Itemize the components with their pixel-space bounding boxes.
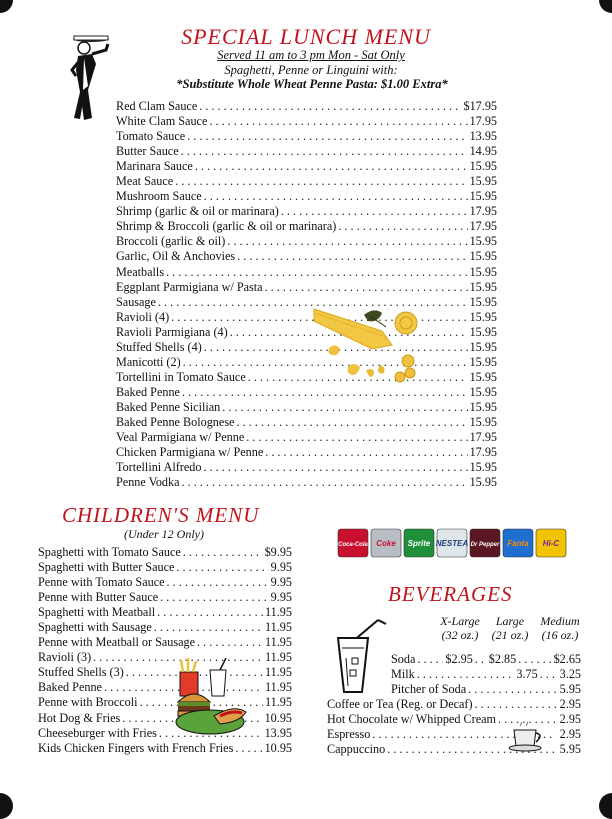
lunch-item <box>116 265 497 280</box>
pasta-illustration <box>312 303 432 395</box>
dot-leader <box>197 635 263 650</box>
dot-leader <box>265 445 467 460</box>
dot-leader <box>338 219 467 234</box>
kids-item-price: 9.95 <box>270 575 292 590</box>
lunch-item-name: Butter Sauce <box>116 144 179 159</box>
kids-item-price: $9.95 <box>264 545 292 559</box>
kids-item <box>38 695 292 710</box>
lunch-item-name: Mushroom Sauce <box>116 189 202 204</box>
lunch-item <box>116 340 497 355</box>
lunch-item-price: 15.95 <box>469 324 497 339</box>
lunch-item-price: 14.95 <box>469 144 497 159</box>
dot-leader <box>199 99 461 114</box>
lunch-item-name: Tortellini in Tomato Sauce <box>116 369 246 384</box>
lunch-item <box>116 189 497 204</box>
lunch-item-price: 15.95 <box>469 159 497 174</box>
served-hours: Served 11 am to 3 pm Mon - Sat Only <box>217 48 405 62</box>
lunch-item-name: Marinara Sauce <box>116 159 193 174</box>
kids-item-price: 11.95 <box>265 665 292 680</box>
coffee-cup-illustration <box>508 722 548 752</box>
dot-leader <box>265 280 468 295</box>
lunch-item-price: 15.95 <box>469 189 497 204</box>
kids-item-price: 9.95 <box>270 590 292 605</box>
lunch-item-price: 15.95 <box>469 174 497 189</box>
lunch-item <box>116 370 497 385</box>
kids-item-name: Spaghetti with Meatball <box>38 605 156 620</box>
lunch-item-price: 15.95 <box>469 399 497 414</box>
lunch-item-name: Broccoli (garlic & oil) <box>116 234 226 249</box>
bev-milk: Milk . . . 3.75 . . . 3.25 <box>391 667 581 682</box>
dot-leader <box>204 189 468 204</box>
lunch-item <box>116 204 497 219</box>
lunch-item-name: Tortellini Alfredo <box>116 460 202 475</box>
lunch-item-name: Stuffed Shells (4) <box>116 339 202 354</box>
kids-item <box>38 635 292 650</box>
kids-item-name: Hot Dog & Fries <box>38 710 121 725</box>
corner-bl <box>0 793 13 819</box>
lunch-item <box>116 430 497 445</box>
kids-item-price: 11.95 <box>265 695 292 710</box>
dot-leader <box>203 460 467 475</box>
dot-leader <box>182 475 468 490</box>
lunch-item-price: 15.95 <box>469 279 497 294</box>
kids-item-price: 9.95 <box>270 560 292 575</box>
lunch-item-price: 17.95 <box>469 114 497 129</box>
lunch-item <box>116 325 497 340</box>
lunch-item-price: 15.95 <box>469 339 497 354</box>
kids-item <box>38 545 292 560</box>
lunch-item-name: Ravioli (4) <box>116 309 170 324</box>
substitute-note: *Substitute Whole Wheat Penne Pasta: $1.00 Extra* <box>176 77 448 91</box>
lunch-item <box>116 295 497 310</box>
size-header-large: Large (21 oz.) <box>491 614 529 642</box>
lunch-item <box>116 219 497 234</box>
kids-item-price: 10.95 <box>264 710 292 725</box>
lunch-item-name: Penne Vodka <box>116 475 180 490</box>
kids-item <box>38 590 292 605</box>
soda-can-label: Hi-C <box>542 539 560 548</box>
dot-leader <box>236 415 467 430</box>
dot-leader <box>157 605 263 620</box>
drink-glass-illustration <box>332 618 388 698</box>
kids-item <box>38 680 292 695</box>
lunch-item-name: Shrimp & Broccoli (garlic & oil or marinara) <box>116 219 337 234</box>
bev-pitcher: Pitcher of Soda . . . 5.95 <box>391 682 581 697</box>
lunch-item <box>116 415 497 430</box>
lunch-item-name: Chicken Parmigiana w/ Penne <box>116 445 264 460</box>
kids-item-price: 11.95 <box>265 605 292 620</box>
lunch-item <box>116 400 497 415</box>
kids-item-name: Penne with Broccoli <box>38 695 138 710</box>
lunch-item-price: 15.95 <box>469 414 497 429</box>
kids-item <box>38 650 292 665</box>
lunch-item <box>116 99 497 114</box>
kids-item-name: Spaghetti with Sausage <box>38 620 152 635</box>
dot-leader <box>209 114 467 129</box>
dot-leader <box>154 620 263 635</box>
lunch-item <box>116 460 497 475</box>
lunch-item-name: Tomato Sauce <box>116 129 186 144</box>
kids-item-name: Spaghetti with Butter Sauce <box>38 560 175 575</box>
kids-item <box>38 665 292 680</box>
lunch-item-name: Baked Penne Sicilian <box>116 399 221 414</box>
soda-can-label: Coca-Cola <box>338 542 368 548</box>
dot-leader <box>222 400 467 415</box>
soda-can <box>404 529 434 557</box>
lunch-item <box>116 475 497 490</box>
kids-item-name: Spaghetti with Tomato Sauce <box>38 545 181 559</box>
dot-leader <box>235 741 262 756</box>
soda-can-label: Dr Pepper <box>470 542 500 548</box>
soda-can <box>536 529 566 557</box>
lunch-item <box>116 174 497 189</box>
kids-item-price: 11.95 <box>265 635 292 650</box>
dot-leader <box>175 174 467 189</box>
lunch-item-name: Baked Penne Bolognese <box>116 414 235 429</box>
lunch-item <box>116 144 497 159</box>
lunch-item-name: White Clam Sauce <box>116 114 208 129</box>
bev-coffee: Coffee or Tea (Reg. or Decaf) . . . 2.95 <box>327 697 581 712</box>
dot-leader <box>176 560 268 575</box>
kids-item <box>38 560 292 575</box>
soda-can-label: Coke <box>376 539 396 548</box>
soda-can <box>470 529 500 557</box>
lunch-item-name: Eggplant Parmigiana w/ Pasta <box>116 279 263 294</box>
soda-can-label: Fanta <box>507 539 529 548</box>
soda-can <box>338 529 368 557</box>
kids-item <box>38 741 292 756</box>
kids-item-name: Kids Chicken Fingers with French Fries <box>38 740 234 755</box>
bev-cappuccino: Cappuccino . . . 5.95 <box>327 742 581 757</box>
dot-leader <box>281 204 468 219</box>
kids-item <box>38 605 292 620</box>
dot-leader <box>160 590 269 605</box>
lunch-item-name: Red Clam Sauce <box>116 99 198 113</box>
lunch-item-price: 15.95 <box>469 294 497 309</box>
kids-item-name: Penne with Tomato Sauce <box>38 575 165 590</box>
soda-can-label: Sprite <box>407 539 431 548</box>
dot-leader <box>166 265 468 280</box>
lunch-item-price: 15.95 <box>469 460 497 475</box>
size-header-medium: Medium (16 oz.) <box>540 614 580 642</box>
lunch-item-name: Manicotti (2) <box>116 354 181 369</box>
lunch-item-name: Garlic, Oil & Anchovies <box>116 249 236 264</box>
lunch-item-price: 17.95 <box>469 204 497 219</box>
dot-leader <box>246 430 467 445</box>
kids-item-price: 11.95 <box>265 680 292 695</box>
kids-item-price: 13.95 <box>264 725 292 740</box>
lunch-item <box>116 249 497 264</box>
soda-can <box>371 529 401 557</box>
kids-item-name: Stuffed Shells (3) <box>38 665 124 680</box>
lunch-item-price: 15.95 <box>469 234 497 249</box>
dot-leader <box>237 249 467 264</box>
kids-item-price: 11.95 <box>265 620 292 635</box>
dot-leader <box>181 144 468 159</box>
lunch-item <box>116 234 497 249</box>
childrens-age-note: (Under 12 Only) <box>124 527 204 541</box>
childrens-menu-title: CHILDREN'S MENU <box>62 503 260 527</box>
lunch-item-price: $17.95 <box>463 99 497 113</box>
lunch-item <box>116 129 497 144</box>
lunch-item <box>116 114 497 129</box>
kids-item-name: Penne with Butter Sauce <box>38 590 159 605</box>
lunch-item-price: 15.95 <box>469 384 497 399</box>
bev-espresso: Espresso . . . 2.95 <box>327 727 581 742</box>
kids-item <box>38 711 292 726</box>
bev-soda: Soda . . . $2.95 . . . $2.85 . . . $2.65 <box>391 652 581 667</box>
lunch-item-name: Shrimp (garlic & oil or marinara) <box>116 204 279 219</box>
lunch-item-name: Veal Parmigiana w/ Penne <box>116 430 245 445</box>
lunch-items-list <box>116 99 497 490</box>
childrens-items-list <box>38 545 292 756</box>
dot-leader <box>167 575 269 590</box>
dot-leader <box>183 545 263 560</box>
dot-leader <box>195 159 468 174</box>
corner-tl <box>0 0 13 13</box>
lunch-item-name: Sausage <box>116 294 156 309</box>
lunch-item-price: 17.95 <box>469 219 497 234</box>
bev-hot-chocolate: Hot Chocolate w/ Whipped Cream . . . 2.95 <box>327 712 581 727</box>
soda-can <box>436 529 469 557</box>
lunch-item-name: Meat Sauce <box>116 174 174 189</box>
dot-leader <box>227 234 467 249</box>
kids-item <box>38 575 292 590</box>
kids-item-name: Ravioli (3) <box>38 650 92 665</box>
lunch-item-price: 13.95 <box>469 129 497 144</box>
fastfood-illustration <box>170 658 250 738</box>
kids-item <box>38 620 292 635</box>
kids-item-price: 11.95 <box>265 650 292 665</box>
lunch-item-price: 15.95 <box>469 475 497 490</box>
soda-can <box>503 529 533 557</box>
lunch-item-price: 15.95 <box>469 249 497 264</box>
lunch-item-price: 17.95 <box>469 445 497 460</box>
kids-item-name: Cheeseburger with Fries <box>38 725 157 740</box>
lunch-item-name: Meatballs <box>116 264 165 279</box>
lunch-item-name: Baked Penne <box>116 384 180 399</box>
corner-br <box>599 793 612 819</box>
dot-leader <box>187 129 467 144</box>
pasta-choice-note: Spaghetti, Penne or Linguini with: <box>224 63 398 77</box>
lunch-item-price: 15.95 <box>469 369 497 384</box>
soda-can-label: NESTEA <box>435 539 469 548</box>
kids-item-name: Baked Penne <box>38 680 102 695</box>
kids-item-price: 10.95 <box>264 740 292 755</box>
lunch-item <box>116 355 497 370</box>
lunch-item-price: 17.95 <box>469 430 497 445</box>
lunch-item <box>116 310 497 325</box>
lunch-menu-title: SPECIAL LUNCH MENU <box>181 24 431 49</box>
lunch-item <box>116 385 497 400</box>
kids-item <box>38 726 292 741</box>
lunch-item <box>116 159 497 174</box>
beverages-title: BEVERAGES <box>388 582 513 606</box>
size-header-xlarge: X-Large (32 oz.) <box>440 614 480 642</box>
lunch-item-name: Ravioli Parmigiana (4) <box>116 324 228 339</box>
soda-cans-row <box>337 527 577 561</box>
lunch-item <box>116 445 497 460</box>
corner-tr <box>599 0 612 13</box>
lunch-item-price: 15.95 <box>469 309 497 324</box>
lunch-item <box>116 280 497 295</box>
lunch-item-price: 15.95 <box>469 264 497 279</box>
lunch-item-price: 15.95 <box>469 354 497 369</box>
kids-item-name: Penne with Meatball or Sausage <box>38 635 196 650</box>
